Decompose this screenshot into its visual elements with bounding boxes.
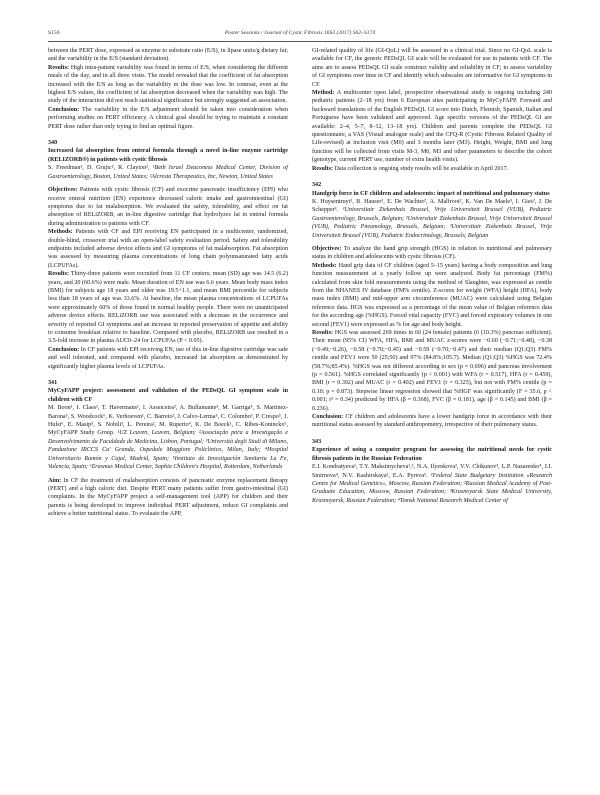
abstract-title: Handgrip force in CF children and adolescents: impact of nutritional and pulmonary status [312, 190, 550, 197]
section-text: In CF patients with EPI receiving EN, use of this in-line digestive cartridge was safe and well tolerated, and compared with placebo, increased fat absorption as demonstrated by significantly higher plasma levels of LCPUFAs. [48, 346, 289, 370]
section-label: Conclusion: [312, 414, 344, 421]
abstract-342 [312, 181, 552, 430]
abstract-340 [48, 139, 288, 371]
section-text: To analyze the hand grip strength (HGS) in relation to nutritional and pulmonary status in children and adolescents with cystic fibrosis (CF). [312, 245, 552, 261]
affiliation-list: ¹Universitair Ziekenhuis Brussel, Vrije Universiteit Brussel (VUB), Pediatric Gastroenterology, Brussels, Belgium; ²Universitair Ziekenhuis Brussel, Vrije Universiteit Brussel (VUB), Pediatric Pneumology, Brussels, Belgium; ³Universitair Ziekenhuis Brussel, Vrije Universiteit Brussel (VUB), Pediatric Endocrinology, Brussels, Belgium [312, 207, 553, 239]
abstract-number: 343 [312, 438, 322, 445]
section-text: HGS was assessed 269 times in 60 (24 female) patients (6 (10.3%) pancreas sufficient). Their mean (95% CI) WFA, HFA, BMI and MUAC z-scores were −0.60 (−0.71;−0.48), −0.38 (−0.49;−0.26), −0.58 (−0.70;−0.45) and −0.59 (−0.70;−0.47) and their median (Q1;Q3) FM% centile and FEV1 were 50 (25;50) and 97% (84.8%;105.7). Median (Q1;Q3) %HGS was 72.4% (58.7%;85.4%). %HGS was not different according to sex (p = 0.696) and pancreas involvement (p = 0.561). %HGS correlated significantly (p < 0.001) with WFA (r = 0.517), HFA (r = 0.459), BMI (r = 0.392) and MUAC (r = 0.402) and FEV1 (r = 0.325), but not with FM% centile (p = 0.10; p = 0.873). Stepwise linear regression showed that %HGF was significantly (F = 35.6, p < 0.001; r² = 0.34) predicted by HFA (β = 0.368), FVC (β = 0.181), age (β = 0.145) and BMI (β = 0.236). [312, 330, 553, 412]
section-label: Results: [48, 64, 69, 71]
results-paragraph [48, 270, 288, 346]
continued-results [312, 165, 552, 173]
continued-paragraph: GI-related quality of life (GI-QoL) will be assessed in a clinical trial. Since no GI-QoL scale is available for CF, the generic PEDsQL GI scale will be evaluated for use in patients with CF. The aims are to assess PEDsQL GI scale construct validity and reliability in CF; to assess variability of GI symptoms over time in CF and identify which subscales are informative for GI symptoms in CF. [312, 48, 552, 88]
methods-paragraph [48, 228, 288, 270]
section-label: Method: [312, 90, 335, 97]
conclusion-paragraph [312, 413, 552, 430]
abstract-authors [312, 198, 552, 240]
author-list: K. Huysentruyt¹, B. Hauser¹, E. De Wachter², A. Malfroot², K. Van De Maele³, I. Gies³, J. De Schepper³. [312, 198, 552, 214]
section-text: Thirty-three patients were recruited from 11 CF centers; mean (SD) age was 14.5 (6.2) years, and 20 (60.6%) were male. Mean duration of EN use was 6.6 years. Mean body mass index (BMI) for subjects age 18 years and older was 19.5+1.1, and mean BMI percentile for subjects less than 18 years of age was 33.6%. At baseline, the mean plasma concentrations of LCPUFAs were approximately 60% of those found in normal healthy people. There were no unanticipated adverse device effects. RELiZORB use was associated with a decrease in the occurrence and severity of reported GI symptoms and an increase in reported preservation of appetite and ability to consume breakfast relative to baseline. Compared with placebo, RELiZORB use resulted in a 3.5-fold increase in plasma AUC0–24 for LCPUFAs (P < 0.05). [48, 271, 288, 345]
section-label: Conclusion: [48, 106, 80, 113]
section-text: CF children and adolescents have a lower handgrip force in accordance with their nutritional status assessed by standard anthropometry, irrespective of their pulmonary status. [312, 414, 552, 429]
section-label: Results: [312, 165, 333, 172]
author-list: S. Freedman¹, D. Grujic², R. Clayton², [48, 165, 153, 172]
section-label: Methods: [312, 262, 337, 269]
left-column [48, 47, 288, 519]
section-label: Objectives: [312, 245, 342, 252]
abstract-authors [312, 463, 552, 505]
header-rule [48, 41, 552, 42]
continued-method [312, 89, 552, 165]
continued-results [48, 64, 288, 106]
section-text: Patients with CF and EPI receiving EN participated in a multicenter, randomized, double-blind, crossover trial with an open-label safety evaluation period. Safety and tolerability endpoints included adverse device effects and GI symptoms of fat malabsorption. Fat absorption was assessed by measuring plasma concentrations of long chain polyunsaturated fatty acids (LCPUFAs). [48, 229, 288, 269]
section-label: Aim: [48, 477, 62, 484]
right-column [312, 47, 552, 505]
section-text: Data collection is ongoing study results will be available in April 2017. [334, 165, 509, 172]
section-text: The variability in the E/S adjustment should be taken into consideration when performing studies on PERT efficiency. A clinical goal should be trying to maintain a constant PERT dose rather than only trying to find an optimal figure. [48, 106, 288, 130]
abstract-authors [48, 164, 288, 181]
aim-paragraph [48, 477, 288, 519]
section-label: Conclusion: [48, 346, 80, 353]
abstract-authors [48, 404, 288, 471]
section-label: Results: [48, 271, 69, 278]
abstract-title: Experience of using a computer program for assessing the nutritional needs for cystic fibrosis patients in the Russian Federation [312, 447, 552, 462]
abstract-title: MyCyFAPP project: assessment and validation of the PEDsQL GI symptom scale in children with CF [48, 388, 288, 403]
conclusion-paragraph [48, 346, 288, 371]
affiliation-list: ¹Federal State Budgetary Institution «Research Centre for Medical Genetics», Moscow, Russian Federation; ²Russian Medical Academy of Post-Graduate Education, Moscow, Russian Federation; ³Krasnoyarsk State Medical University, Krasnoyarsk, Russian Federation; ⁴Tomsk National Research Medical Center of [312, 472, 553, 504]
section-text: Patients with cystic fibrosis (CF) and exocrine pancreatic insufficiency (EPI) who receive enteral nutrition (EN) experience decreased caloric intake and gastrointestinal (GI) symptoms due to fat malabsorption. We evaluated the safety, tolerability, and effect on fat absorption of RELiZORB, an in-line digestive cartridge that hydrolyzes fat in enteral formula during administration to patients with CF. [48, 187, 288, 227]
results-paragraph [312, 329, 552, 413]
continued-conclusion [48, 106, 288, 131]
abstract-number: 341 [48, 380, 58, 387]
section-label: Results: [312, 330, 333, 336]
section-label: Objectives: [48, 187, 78, 194]
section-text: A multicenter open label, prospective observational study is ongoing including 240 pediatric patients (2–18 yrs) from 6 European sites participating in MyCyFAPP. Forward and backward translations of the English PEDsQL GI score into Dutch, Flemish, Spanish, Italian and Portuguese have been validated and approved. Age specific versions of the PEDsQL GI are available: 2–4, 5–7, 8–12, 13–18 yrs). Children and parents complete the PEDsQL GI questionnaire, a VAS (Visual analogue scale) and the CFQ-R (Cystic Fibrosis Related Quality of Life-revised) at inclusion visit (M0) and 3 months later (M3). Height, Weight, BMI and lung function will be collected from visits M-3, M0, M3 and other parameters to describe the cohort (genotype, current PERT use, number of extra health visits). [312, 90, 552, 164]
author-list: E.I. Kondratyeva¹, T.Y. Maksimycheva¹,², N.A. Ilyenkova³, V.V. Chikunov³, L.P. Nazarenko⁴, I.I. Smirnova⁴, N.V. Kashirskaya¹, E.A. Pyreva⁵. [312, 464, 552, 479]
page-number: S150 [48, 30, 60, 36]
section-text: High intra-patient variability was found in terms of E/S, when considering the different meals of the day, and in all three visits. The model revealed that the coefficient of fat absorption increased with the E/S as long as the variability in the dose was low. In contrast, even at the highest E/S values, the coefficient of fat absorption decreased when the variability was high. The study of the interaction did not reach statistical significance but strongly suggested an association. [48, 64, 289, 105]
abstract-343 [312, 438, 552, 505]
methods-paragraph [312, 262, 552, 329]
abstract-number: 342 [312, 182, 322, 189]
section-label: Methods: [48, 229, 73, 236]
journal-citation: Poster Sessions / Journal of Cystic Fibrosis 16S3 (2017) S62–S174 [224, 30, 376, 36]
section-text: In CF the treatment of malabsorption consists of pancreatic enzyme replacement therapy (PERT) and a high caloric diet. Despite PERT many patients suffer from gastro-intestinal (GI) complaints. In the MyCyFAPP project a self-management tool (APP) for children and their parents is being developed to improve individual PERT adjustment, reduce GI complaints and achieve a better nutritional status. To evaluate the APP, [48, 477, 288, 518]
objectives-paragraph [312, 245, 552, 262]
abstract-341 [48, 379, 288, 519]
continued-paragraph: between the PERT dose, expressed as enzyme to substrate ratio (E/S), in lipase units/g dietary fat; and the variability in the E/S (standard deviation). [48, 48, 288, 63]
abstract-title: Increased fat absorption from enteral formula through a novel in-line enzyme cartridge (RELIZORB®) in patients with cystic fibrosis [48, 148, 288, 163]
author-list: M. Boon¹, I. Claes¹, T. Havermans¹, I. Asseiceira², A. Bulfamante³, M. Garriga⁴, S. Martinez-Barona⁵, S. Woodcock⁶, K. Verhoeven¹, C. Barreto², J. Calvo-Lerma⁵, C. Colombo³, P. Crespo⁵, J. Hulst⁶, E. Masip⁵, S. Nobili³, L. Pereira², M. Ruperto⁴, K. De Boeck¹, C. Ribes-Koninckx⁵, MyCyFAPP Study Group. [48, 405, 288, 437]
abstract-number: 340 [48, 140, 58, 147]
section-text: Hand grip data of CF children (aged 5–15 years) having a body composition and lung function measurement at a yearly follow up were analyzed. Body fat percentage (FM%) calculated from skin fold measurements using the method of Slaughter, was expressed as centile from the NHANES IV database (FM% centile). Z-scores for weight (WFA) height (HFA), body mass index (BMI) and mid-upper arm circumference (MUAC) were calculated using Belgian reference data. HGS was expressed as a percentage of the mean value of Belgian reference data for the according age (%HGS). Forced vital capacity (FVC) and forced expiratory volumes in one second (FEV1) were expressed as % for age and body height. [312, 262, 552, 328]
affiliation-list: ¹Beth Israel Deaconess Medical Center, Division of Gastroenterology, Boston, United States; ²Alcresta Therapeutics, Inc, Newton, United States [48, 165, 288, 180]
objectives-paragraph [48, 186, 288, 228]
affiliation-list: ¹UZ Leuven, Leuven, Belgium; ²Associação para a Investigação e Desenvolvimento da Faculdade de Medicina, Lisbon, Portugal; ³Università degli Studi di Milano, Fondazione IRCCS Ca' Granda, Ospedale Maggiore Policlinico, Milan, Italy; ⁴Hospital Universitario Ramón y Cajal, Madrid, Spain; ⁵Instituto de Investigación Sanitaria La Fe, Valencia, Spain; ⁶Erasmus Medical Center, Sophia Children's Hospital, Rotterdam, Netherlands [48, 430, 288, 471]
